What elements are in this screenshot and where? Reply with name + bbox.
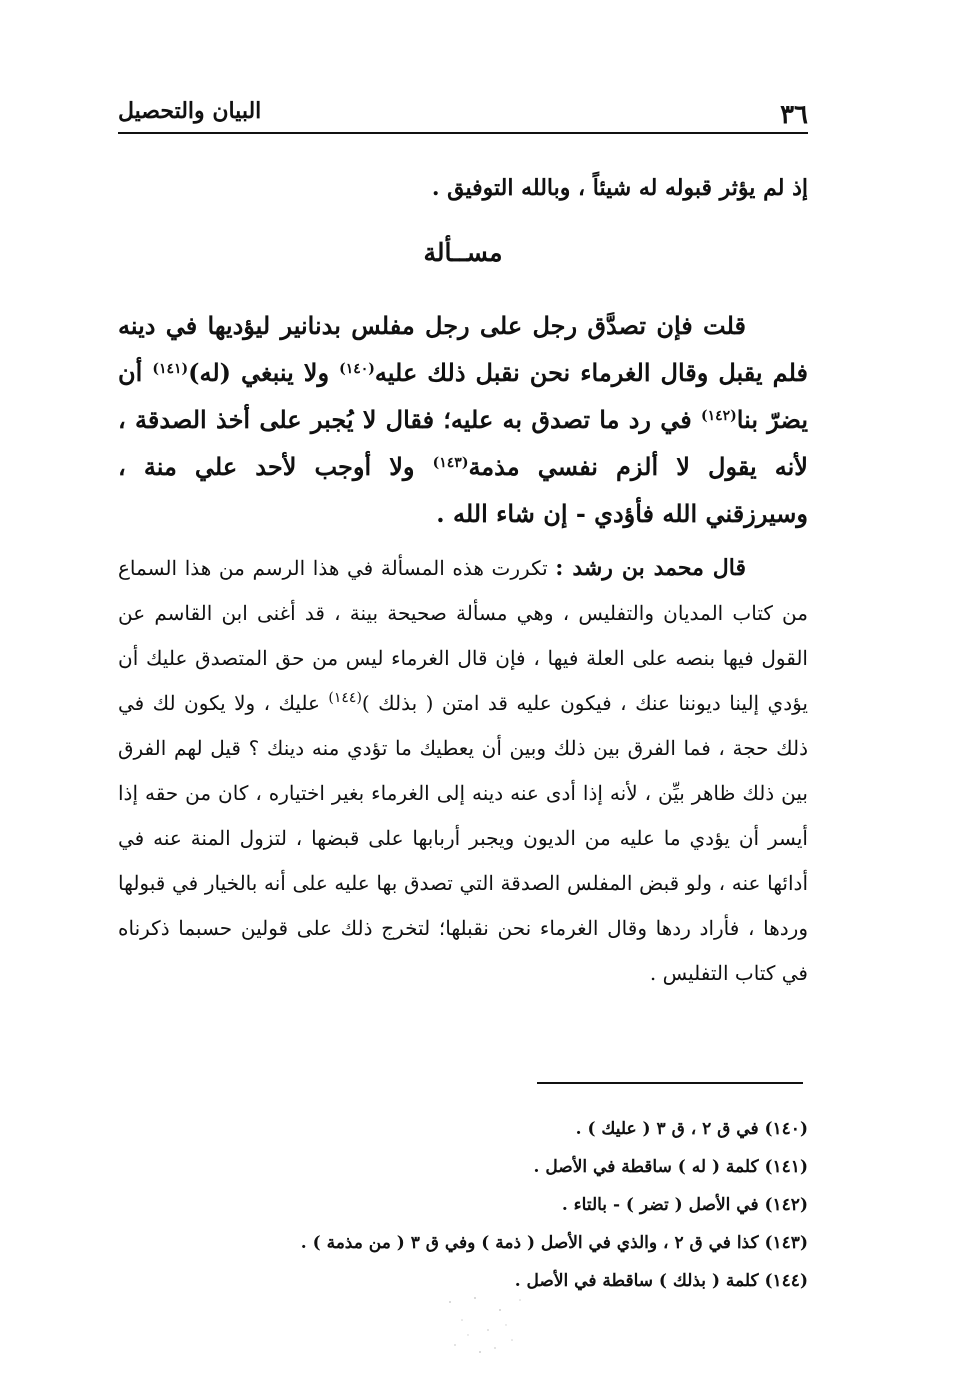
question-text: قلت فإن تصدَّق رجل على رجل مفلس بدنانير ليؤديها في دينه فلم يقبل وقال الغرماء نحن نقبل ذلك عليه [118, 311, 808, 387]
commentary-speaker: قال محمد بن رشد : [555, 555, 746, 581]
footnote-item: (١٤٤) كلمة ( بذلك ) ساقطة في الأصل . [514, 1271, 808, 1291]
question-text: ولا أوجب لأحد علي منة ، وسيرزقني الله فأؤدي - إن شاء الله . [118, 452, 808, 528]
footnotes-list [118, 1110, 808, 1300]
question-text: في رد ما تصدق به عليه؛ فقال لا يُجبر على أخذ الصدقة ، لأنه يقول لا ألزم نفسي مذمة [118, 405, 808, 481]
commentary-paragraph [118, 546, 808, 996]
footnote-ref: (١٤١) [152, 361, 189, 377]
running-header [118, 92, 808, 134]
footnote-ref: (١٤٣) [432, 455, 469, 471]
footnote-separator [537, 1082, 803, 1084]
footnote-ref: (١٤٠) [339, 361, 375, 377]
question-text: ولا ينبغي (له) [188, 358, 340, 387]
commentary-text: تكررت هذه المسألة في هذا الرسم من هذا السماع من كتاب المديان والتفليس ، وهي مسألة صحيحة بينة ، قد أغنى ابن القاسم عن القول فيها بنصه على العلة فيها ، فإن قال الغرماء ليس من حق المتصدق عليك أن يؤدي إلينا ديوننا عنك ، فيكون عليه قد امتن ( بذلك ) [118, 556, 808, 715]
scan-speckle [440, 1290, 530, 1360]
footnote-item: (١٤٠) في ق ٢ ، ق ٣ ( عليك ) . [575, 1119, 808, 1139]
section-heading: مســألة [423, 238, 503, 267]
commentary-text: عليك ، ولا يكون لك في ذلك حجة ، فما الفرق بين ذلك وبين أن يعطيك ما تؤدي منه دينك ؟ قيل لهم الفرق بين ذلك ظاهر بيِّن ، لأنه إذا أدى عنه دينه إلى الغرماء بغير اختياره ، كان من حقه إذا أيسر أن يؤدي ما عليه من الديون ويجبر أربابها على قبضها ، لتزول المنة عنه في أدائها عنه ، ولو قبض المفلس الصدقة التي تصدق بها عليه على أنه بالخيار في قبولها وردها ، فأراد ردها وقال الغرماء نحن نقبلها؛ لتخرج ذلك على قولين حسبما ذكرناه في كتاب التفليس . [118, 691, 808, 985]
page-number: ٣٦ [780, 100, 808, 130]
book-title: البيان والتحصيل [118, 98, 262, 124]
footnote-ref: (١٤٢) [700, 408, 737, 424]
question-paragraph [118, 302, 808, 537]
footnote-ref: (١٤٤) [328, 690, 362, 706]
footnote-item: (١٤١) كلمة ( له ) ساقطة في الأصل . [533, 1157, 808, 1177]
footnote-item: (١٤٢) في الأصل ( تضر ) - بالتاء . [561, 1195, 808, 1215]
question-text: أن يضرّ بنا [118, 358, 808, 434]
footnote-item: (١٤٣) كذا في ق ٢ ، والذي في الأصل ( ذمة ) وفي ق ٣ ( من مذمة ) . [300, 1233, 808, 1253]
continuation-paragraph: إذ لم يؤثر قبوله له شيئاً ، وبالله التوفيق . [431, 175, 808, 201]
